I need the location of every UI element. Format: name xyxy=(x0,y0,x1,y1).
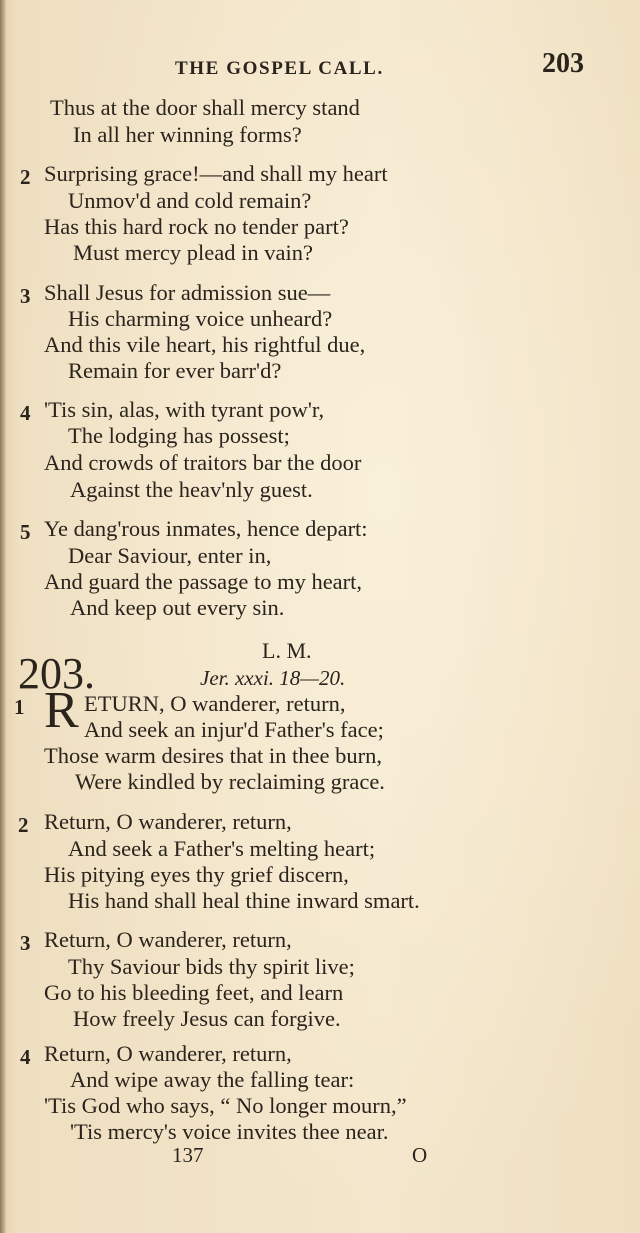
verse-line: His hand shall heal thine inward smart. xyxy=(68,888,420,913)
verse-line: ETURN, O wanderer, return, xyxy=(84,691,346,716)
verse-line: Shall Jesus for admission sue— xyxy=(44,280,331,305)
verse-line: Dear Saviour, enter in, xyxy=(68,543,272,568)
verse-line: And seek a Father's melting heart; xyxy=(68,836,376,861)
hymn-number: 203. xyxy=(18,649,95,698)
drop-cap: R xyxy=(44,682,79,739)
verse-line: In all her winning forms? xyxy=(73,122,302,147)
verse-line: Were kindled by reclaiming grace. xyxy=(75,769,385,794)
verse-line: And crowds of traitors bar the door xyxy=(44,450,362,475)
verse-line: Ye dang'rous inmates, hence depart: xyxy=(44,516,368,541)
page-number: 203 xyxy=(542,48,584,79)
verse-line: Return, O wanderer, return, xyxy=(44,927,292,952)
verse-line: And seek an injur'd Father's face; xyxy=(84,717,384,742)
verse-number: 3 xyxy=(20,284,31,308)
verse-number: 1 xyxy=(14,695,25,719)
verse-line: Surprising grace!—and shall my heart xyxy=(44,161,388,186)
verse-line: The lodging has possest; xyxy=(68,423,290,448)
verse-line: Must mercy plead in vain? xyxy=(73,240,313,265)
printer-signature: O xyxy=(412,1143,428,1167)
scripture-reference: Jer. xxxi. 18—20. xyxy=(200,666,346,690)
verse-line: Unmov'd and cold remain? xyxy=(68,188,312,213)
verse-line: Has this hard rock no tender part? xyxy=(44,214,349,239)
verse-line: 'Tis God who says, “ No longer mourn,” xyxy=(44,1093,407,1118)
page-gutter-shadow xyxy=(0,0,6,1233)
verse-line: Return, O wanderer, return, xyxy=(44,1041,292,1066)
running-title: THE GOSPEL CALL. xyxy=(175,58,384,79)
verse-number: 5 xyxy=(20,520,31,544)
verse-line: Return, O wanderer, return, xyxy=(44,809,292,834)
verse-line: Those warm desires that in thee burn, xyxy=(44,743,383,768)
verse-line: Against the heav'nly guest. xyxy=(70,477,313,502)
verse-number: 3 xyxy=(20,931,31,955)
verse-line: And wipe away the falling tear: xyxy=(70,1067,355,1092)
verse-line: And guard the passage to my heart, xyxy=(44,569,363,594)
verse-number: 4 xyxy=(20,401,31,425)
verse-line: Thus at the door shall mercy stand xyxy=(50,95,360,120)
verse-line: His charming voice unheard? xyxy=(68,306,333,331)
verse-line: Thy Saviour bids thy spirit live; xyxy=(68,954,355,979)
verse-line: How freely Jesus can forgive. xyxy=(73,1006,341,1031)
verse-number: 2 xyxy=(20,165,31,189)
verse-line: His pitying eyes thy grief discern, xyxy=(44,862,349,887)
verse-line: And keep out every sin. xyxy=(70,595,285,620)
verse-line: Go to his bleeding feet, and learn xyxy=(44,980,344,1005)
verse-line: Remain for ever barr'd? xyxy=(68,358,282,383)
verse-line: 'Tis sin, alas, with tyrant pow'r, xyxy=(44,397,325,422)
folio-number: 137 xyxy=(172,1143,204,1167)
verse-number: 2 xyxy=(18,813,29,837)
verse-line: 'Tis mercy's voice invites thee near. xyxy=(70,1119,389,1144)
hymn-meter: L. M. xyxy=(262,638,312,663)
verse-line: And this vile heart, his rightful due, xyxy=(44,332,366,357)
verse-number: 4 xyxy=(20,1045,31,1069)
